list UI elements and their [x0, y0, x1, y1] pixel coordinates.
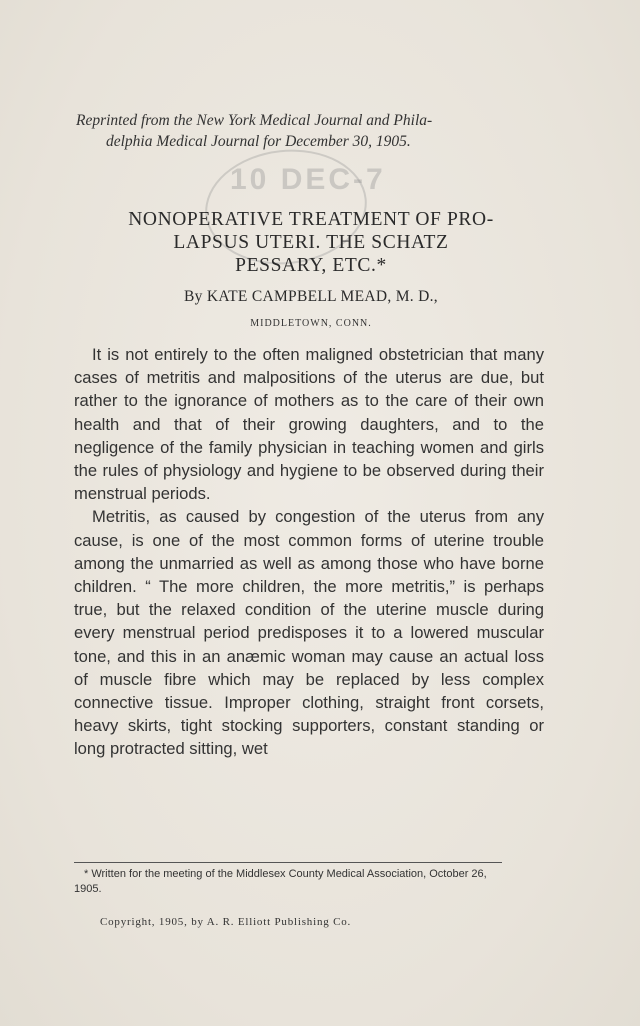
title-line-3: PESSARY, ETC.*	[235, 255, 387, 276]
article-title	[76, 208, 546, 277]
stamp-date: 10 DEC-7	[230, 163, 386, 196]
author-location: MIDDLETOWN, CONN.	[250, 318, 372, 329]
author-byline: By KATE CAMPBELL MEAD, M. D.,	[184, 288, 438, 305]
copyright-notice: Copyright, 1905, by A. R. Elliott Publishing Co.	[100, 916, 352, 928]
title-line-2: LAPSUS UTERI. THE SCHATZ	[173, 232, 449, 253]
title-line-1: NONOPERATIVE TREATMENT OF PRO-	[128, 209, 494, 230]
footnote-divider	[74, 862, 502, 863]
footnote: * Written for the meeting of the Middlesex County Medical Association, October 26, 1905.	[74, 868, 487, 895]
reprint-line-2: delphia Medical Journal for December 30, 1905.	[106, 133, 411, 150]
article-body	[74, 343, 544, 761]
reprint-line-1: Reprinted from the New York Medical Journal and Phila-	[76, 112, 433, 129]
paragraph-1: It is not entirely to the often maligned obstetrician that many cases of metritis and malpositions of the uterus are due, but rather to the ignorance of mothers as to the care of their own health and that of their growing daughters, and to the negligence of the family physician in teaching women and girls the rules of physiology and hygiene to be observed during their menstrual periods.	[74, 345, 544, 504]
reprint-notice	[76, 110, 536, 152]
paragraph-2: Metritis, as caused by congestion of the uterus from any cause, is one of the most common forms of uterine trouble among the unmarried as well as among those who have borne children. “ The more children, the more metritis,” is perhaps true, but the relaxed condition of the uterine muscle during every menstrual period predisposes it to a lowered muscular tone, and this in an anæmic woman may cause an actual loss of muscle fibre which may be replaced by less complex connective tissue. Improper clothing, straight front corsets, heavy skirts, tight stocking supporters, constant standing or long protracted sitting, wet	[74, 507, 544, 759]
